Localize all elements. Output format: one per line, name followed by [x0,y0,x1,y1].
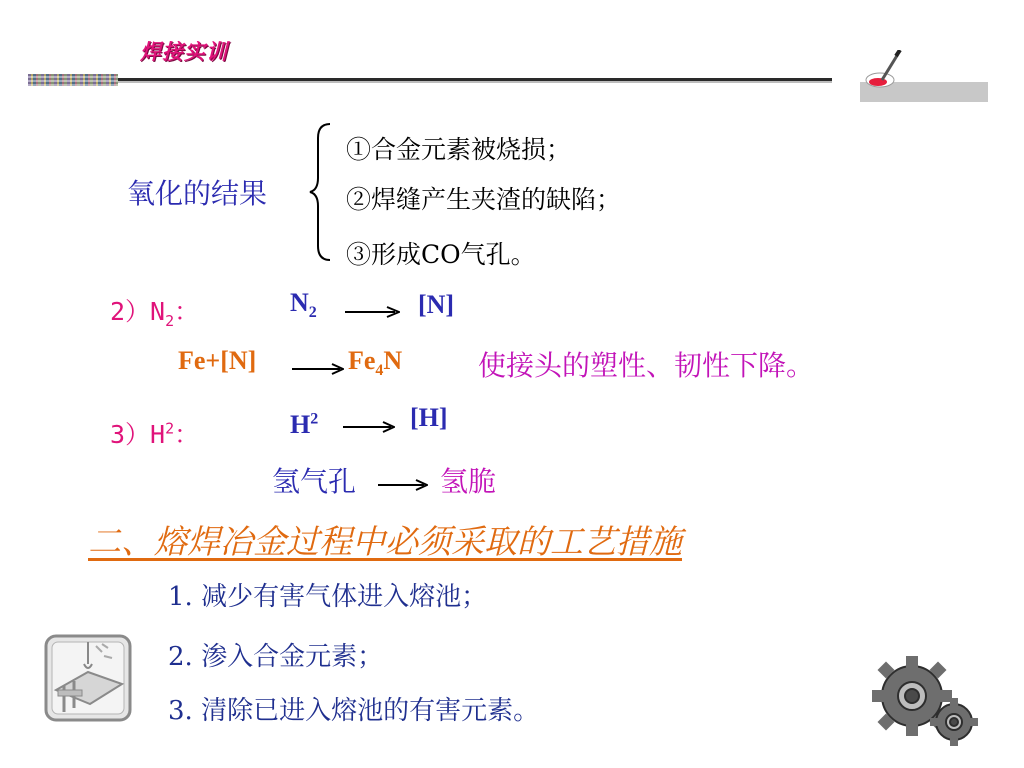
hydrogen-formula: $H^2$ [290,410,319,439]
header-title: 焊接实训 [140,40,228,64]
measure-item: 1. 减少有害气体进入熔池； [168,582,488,612]
nitrogen-formula: $N_2$ [290,288,317,322]
oxidation-label: 氧化的结果 [127,177,268,210]
oxidation-result-3: ③形成CO气孔。 [346,240,536,269]
reaction-arrow [378,478,428,492]
nitrogen-label: $2)N_2$： [110,297,200,330]
measure-item: 2. 渗入合金元素； [168,642,384,672]
reaction-arrow [345,305,400,319]
crane-icon [44,634,132,722]
nitrogen-effect: 使接头的塑性、韧性下降。 [478,349,815,382]
measure-item: 3. 清除已进入熔池的有害元素。 [168,696,540,726]
iron-nitrogen-reactant: Fe+[N] [178,346,257,375]
reaction-arrow [292,362,344,376]
oxidation-result-2: ②焊缝产生夹渣的缺陷； [346,185,622,214]
section-title: 二、熔焊冶金过程中必须采取的工艺措施 [88,522,682,561]
header-divider [118,78,832,83]
reaction-arrow [343,420,395,434]
hydrogen-pore: 氢气孔 [272,465,357,498]
header-decoration [28,74,118,86]
welding-torch-icon [860,50,988,104]
left-brace [306,122,336,262]
hydrogen-embrittlement: 氢脆 [440,465,497,498]
nitrogen-product: [N] [418,290,455,319]
hydrogen-product: [H] [410,403,448,432]
oxidation-result-1: ①合金元素被烧损； [346,135,572,164]
hydrogen-label: $3)H^2$： [110,419,200,449]
gears-icon [868,650,980,750]
iron-nitride-product: $Fe_4N$ [348,346,403,380]
